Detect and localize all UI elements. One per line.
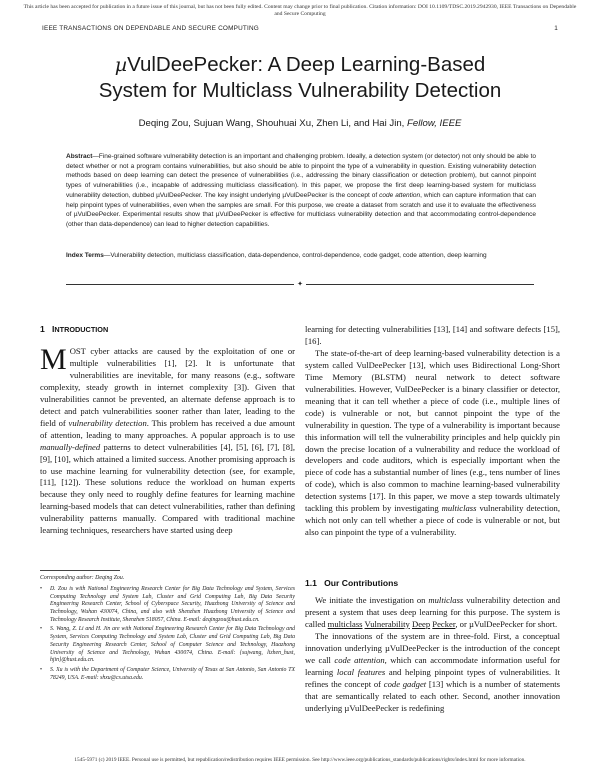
footnotes [40, 575, 295, 684]
section-title-rest: NTRODUCTION [54, 325, 109, 334]
intro-text-a: OST cyber attacks are caused by the exploitation of one or multiple vulnerabilities [1], [2]. It is unfortunate that vulnerabilities are inevitable, for many reasons (e.g., software complexity, steady growth in internet complexity [3]). Given that vulnerabilities cannot be prevented, an alternate defense approach is to detect and patch vulnerabilities sooner rather than later, leading to the field of [40, 346, 295, 428]
running-head [42, 25, 558, 32]
abstract-label: Abstract [66, 153, 93, 160]
affiliation-item: • D. Zou is with National Engineering Research Center for Big Data Technology and System, Services Computing Technology and System Lab, Cluster and Grid Computing Lab, Big Data Security Engineering Research Center, School of Cyberspace Security, Huazhong University of Science and Technology, Wuhan 430074, China, and also with Shenzhen Huazhong University of Science and Technology Research Institute, Shenzhen 518057, China. E-mail: deqingzou@hust.edu.cn. [40, 586, 295, 625]
divider-left [66, 284, 294, 285]
right-text-1-end: vulnerability detection, which not only can tell whether a piece of code is vulnerable or not, but also can pinpoint the type of a vulnerability. [305, 503, 560, 538]
contrib-text: [13] which is a number of statements that are semantically related to each other. Second, another innovation underlying µVulDeePecker is redefining [305, 678, 560, 713]
title-line-1: VulDeePecker: A Deep Learning-Based [127, 53, 486, 76]
contrib-text: , or µVulDeePecker for short. [455, 618, 558, 629]
intro-text-c: patterns to detect vulnerabilities [4], [5], [6], [7], [8], [9], [10], which attained a limited success. Another promising approach is to use machine learning for vulnerability detection (see, for example, [11], [12]). These solutions reduce the workload on human experts because they only need to roughly define features for learning machine learning-based models that can detect vulnerabilities, rather than defining vulnerability patterns manually. Compared with traditional machine learning techniques, researchers have started using deep [40, 441, 295, 536]
index-terms [66, 251, 536, 261]
title-line-2: System for Multiclass Vulnerability Detection [98, 79, 502, 102]
acronym-deep: Deep [412, 618, 431, 629]
acronym-vulnerability: Vulnerability [364, 618, 410, 629]
contrib-em: local features [336, 666, 386, 677]
mu-symbol: µ [114, 54, 128, 76]
author-fellow: Fellow, IEEE [407, 118, 462, 129]
right-em-1: multiclass [441, 503, 477, 514]
index-terms-text: —Vulnerability detection, multiclass classification, data-dependence, control-dependence, code gadget, code attention, deep learning [103, 252, 487, 259]
divider-ornament: ✦ [297, 280, 303, 288]
subsection-heading-contributions [305, 578, 398, 588]
acronym-multiclass: multiclass [327, 618, 363, 629]
affiliation-list [40, 586, 295, 683]
abstract [66, 152, 536, 230]
contrib-text: and helping pinpoint types of vulnerabilities. It refines the concept of [305, 666, 561, 689]
author-list [40, 118, 560, 129]
section-title-initial: I [51, 324, 55, 334]
author-names: Deqing Zou, Sujuan Wang, Shouhuai Xu, Zhen Li, and Hai Jin, [138, 118, 405, 129]
contrib-text: We initiate the investigation on [315, 595, 429, 605]
contrib-em: code gadget [383, 678, 427, 689]
contributions-text [305, 595, 560, 715]
index-terms-label: Index Terms [66, 252, 104, 259]
left-column-text [40, 343, 295, 537]
drop-cap: M [40, 343, 67, 376]
contrib-text: , which can accommodate information useful for learning [305, 654, 560, 677]
contributions-paragraph-2 [305, 631, 560, 715]
acronym-pecker: Pecker [432, 618, 456, 629]
abstract-text-1: —Fine-grained software vulnerability detection is an important and challenging problem. Ideally, a detection system (or detector) not only should be able to detect whether or not a program contains vulnerabilities, but also should be able to pinpoint the type of a vulnerability in question. Existing vulnerability detection methods based on deep learning can detect the presence of vulnerabilities (i.e., addressing the binary classification or detection problem), but cannot pinpoint types of vulnerabilities (i.e., incapable of addressing multiclass classification). In this paper, we propose the first deep learning-based system for multiclass vulnerability detection, dubbed µVulDeePecker. The key insight underlying µVulDeePecker is the concept of [66, 153, 536, 199]
affiliation-item: • S. Wang, Z. Li and H. Jin are with National Engineering Research Center for Big Data Technology and System, Services Computing Technology and System Lab, Cluster and Grid Computing Lab, Big Data Security Engineering Research Center, School of Computer Science and Technology, Huazhong University of Science and Technology, Wuhan 430074, China. E-mail: {sujwang, lizhen_hust, hjin}@hust.edu.cn. [40, 626, 295, 665]
contrib-em: code attention [334, 654, 385, 665]
journal-name: IEEE TRANSACTIONS ON DEPENDABLE AND SECURE COMPUTING [42, 25, 259, 32]
contrib-text: The innovations of the system are in three-fold. First, a conceptual innovation underlying µVulDeePecker is the introduction of the concept we call [305, 630, 560, 665]
abstract-emphasis: code attention [379, 191, 421, 199]
intro-text-b: . This problem has received a due amount of attention, leading to many approaches. A popular approach is to use [40, 417, 295, 440]
right-paragraph-0: learning for detecting vulnerabilities [13], [14] and software defects [15], [16]. [305, 324, 560, 346]
contributions-paragraph-1 [305, 595, 560, 631]
right-text-1: The state-of-the-art of deep learning-based vulnerability detection is a system called VulDeePecker [13], which uses Bidirectional Long-Short Time Memory (BLSTM) neural network to detect software vulnerabilities. However, VulDeePecker is a binary classifier or detector, meaning that it can tell whether a piece of code (i.e., multiple lines of code) is vulnerable or not, but cannot pinpoint the type of the vulnerability in question. The type of a vulnerability is important because this information will tell the vulnerability principles and help quickly pin down the precise location of a vulnerability and reduce the workload of developers and code auditors, which is especially important when the piece of code has a substantial number of lines (e.g., tens number of lines of code), which is also common to machine learning-based vulnerability detection systems [17]. In this paper, we move a step towards ultimately tackling this problem by investigating [305, 347, 560, 514]
affiliation-item: • S. Xu is with the Department of Computer Science, University of Texas at San Antonio, San Antonio TX 78249, USA. E-mail: shxu@cs.utsa.edu. [40, 667, 295, 683]
contrib-em: multiclass [428, 595, 464, 605]
intro-em-b: manually-defined [40, 441, 101, 452]
copyright-footer: 1545-5971 (c) 2019 IEEE. Personal use is permitted, but republication/redistribution requires IEEE permission. See http://www.ieee.org/publications_standards/publications/rights/index.html for more information. [74, 757, 526, 763]
page-number: 1 [554, 25, 558, 32]
paper-title [40, 52, 560, 103]
right-column-text [305, 324, 560, 539]
subsection-title: Our Contributions [324, 578, 399, 588]
intro-em-a: vulnerability detection [68, 417, 147, 428]
footnote-rule [40, 570, 120, 571]
abstract-text-2: , which can capture information that can help pinpoint types of vulnerabilities, even when the samples are small. For this purpose, we create a dataset from scratch and use it to evaluate the effectiveness of µVulDeePecker. Experimental results show that µVulDeePecker is effective for multiclass vulnerability detection and that accommodating control-dependence (other than data-dependence) can lead to higher detection capabilities. [66, 191, 536, 228]
section-number: 1 [40, 324, 45, 334]
right-paragraph-1 [305, 348, 560, 539]
subsection-number: 1.1 [305, 578, 317, 588]
section-heading-introduction [40, 324, 108, 334]
contrib-text: vulnerability detection and present a system that uses deep learning for this purpose. The system is called [305, 595, 560, 629]
divider-right [306, 284, 534, 285]
corresponding-author: Corresponding author: Deqing Zou. [40, 575, 125, 581]
publication-banner: This article has been accepted for publication in a future issue of this journal, but has not been fully edited. Content may change prior to final publication. Citation information: DOI 10.1109/TDSC.2019.2942930, IEEE Transactions on Dependable and Secure Computing [23, 4, 577, 17]
